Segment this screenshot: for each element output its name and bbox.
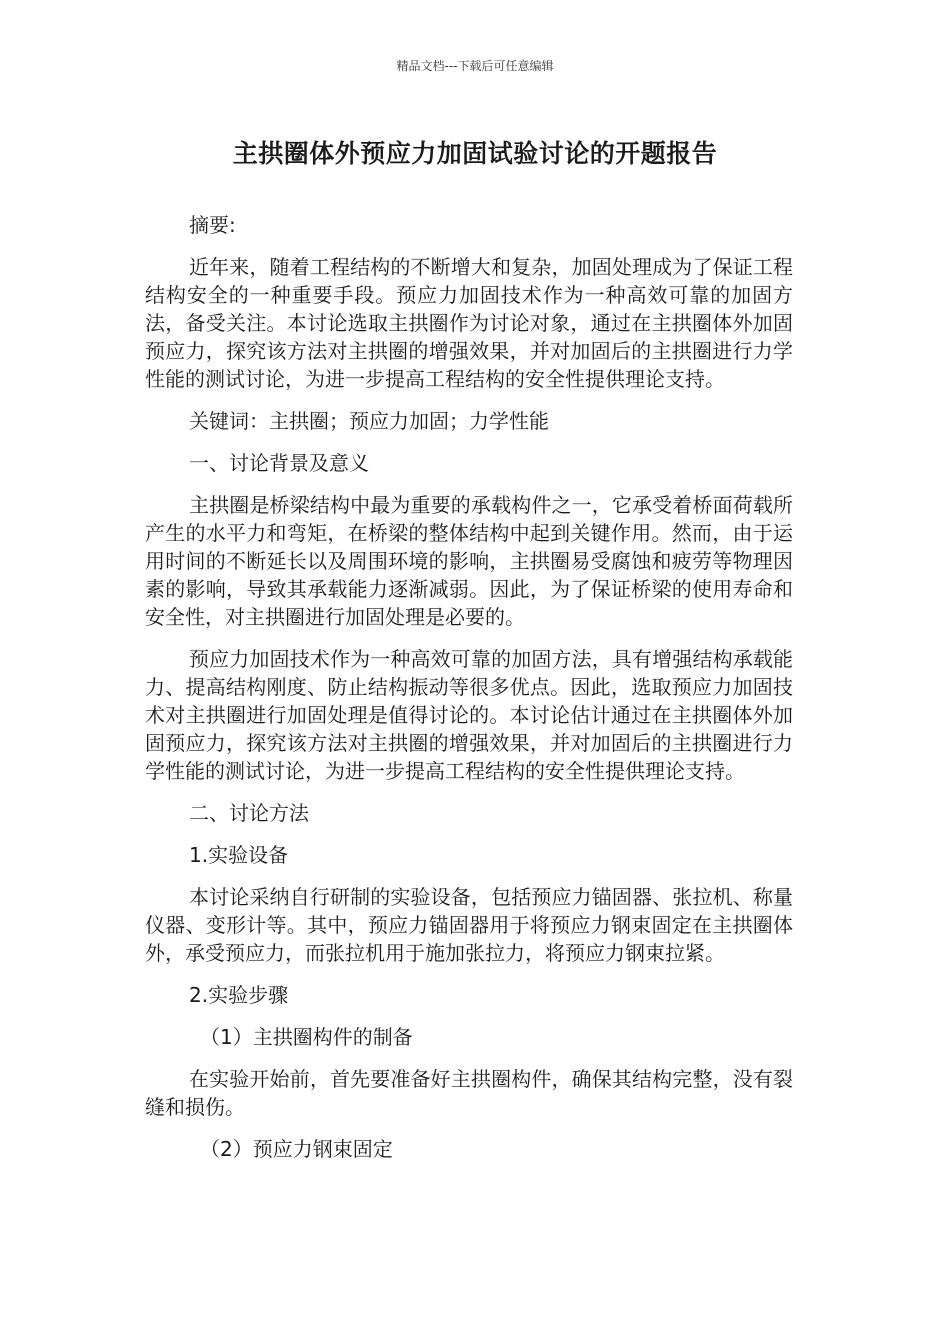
document-body [145,211,793,1177]
section-heading-background: 一、讨论背景及意义 [189,451,369,475]
step-heading-2: （2）预应力钢束固定 [200,1137,393,1161]
step-paragraph-1: 在实验开始前，首先要准备好主拱圈构件，确保其结构完整，没有裂缝和损伤。 [145,1067,793,1119]
abstract-paragraph: 近年来，随着工程结构的不断增大和复杂，加固处理成为了保证工程结构安全的一种重要手段。预应力加固技术作为一种高效可靠的加固方法，备受关注。本讨论选取主拱圈作为讨论对象，通过在主拱圈体外加固预应力，探究该方法对主拱圈的增强效果，并对加固后的主拱圈进行力学性能的测试讨论，为进一步提高工程结构的安全性提供理论支持。 [145,255,793,391]
subsection-heading-equipment: 1.实验设备 [189,843,289,867]
keywords-line: 关键词：主拱圈；预应力加固；力学性能 [189,409,549,433]
equipment-paragraph: 本讨论采纳自行研制的实验设备，包括预应力锚固器、张拉机、称量仪器、变形计等。其中，预应力锚固器用于将预应力钢束固定在主拱圈体外，承受预应力，而张拉机用于施加张拉力，将预应力钢束拉紧。 [145,885,793,965]
step-heading-1: （1）主拱圈构件的制备 [200,1025,413,1049]
section-heading-methods: 二、讨论方法 [189,801,309,825]
document-title: 主拱圈体外预应力加固试验讨论的开题报告 [232,139,718,168]
background-paragraph-2: 预应力加固技术作为一种高效可靠的加固方法，具有增强结构承载能力、提高结构刚度、防止结构振动等很多优点。因此，选取预应力加固技术对主拱圈进行加固处理是值得讨论的。本讨论估计通过在主拱圈体外加固预应力，探究该方法对主拱圈的增强效果，并对加固后的主拱圈进行力学性能的测试讨论，为进一步提高工程结构的安全性提供理论支持。 [145,647,793,783]
background-paragraph-1: 主拱圈是桥梁结构中最为重要的承载构件之一，它承受着桥面荷载所产生的水平力和弯矩，在桥梁的整体结构中起到关键作用。然而，由于运用时间的不断延长以及周围环境的影响，主拱圈易受腐蚀和疲劳等物理因素的影响，导致其承载能力逐渐减弱。因此，为了保证桥梁的使用寿命和安全性，对主拱圈进行加固处理是必要的。 [145,493,793,629]
page-header: 精品文档---下载后可任意编辑 [396,59,554,73]
subsection-heading-steps: 2.实验步骤 [189,983,289,1007]
abstract-label: 摘要: [189,213,236,237]
